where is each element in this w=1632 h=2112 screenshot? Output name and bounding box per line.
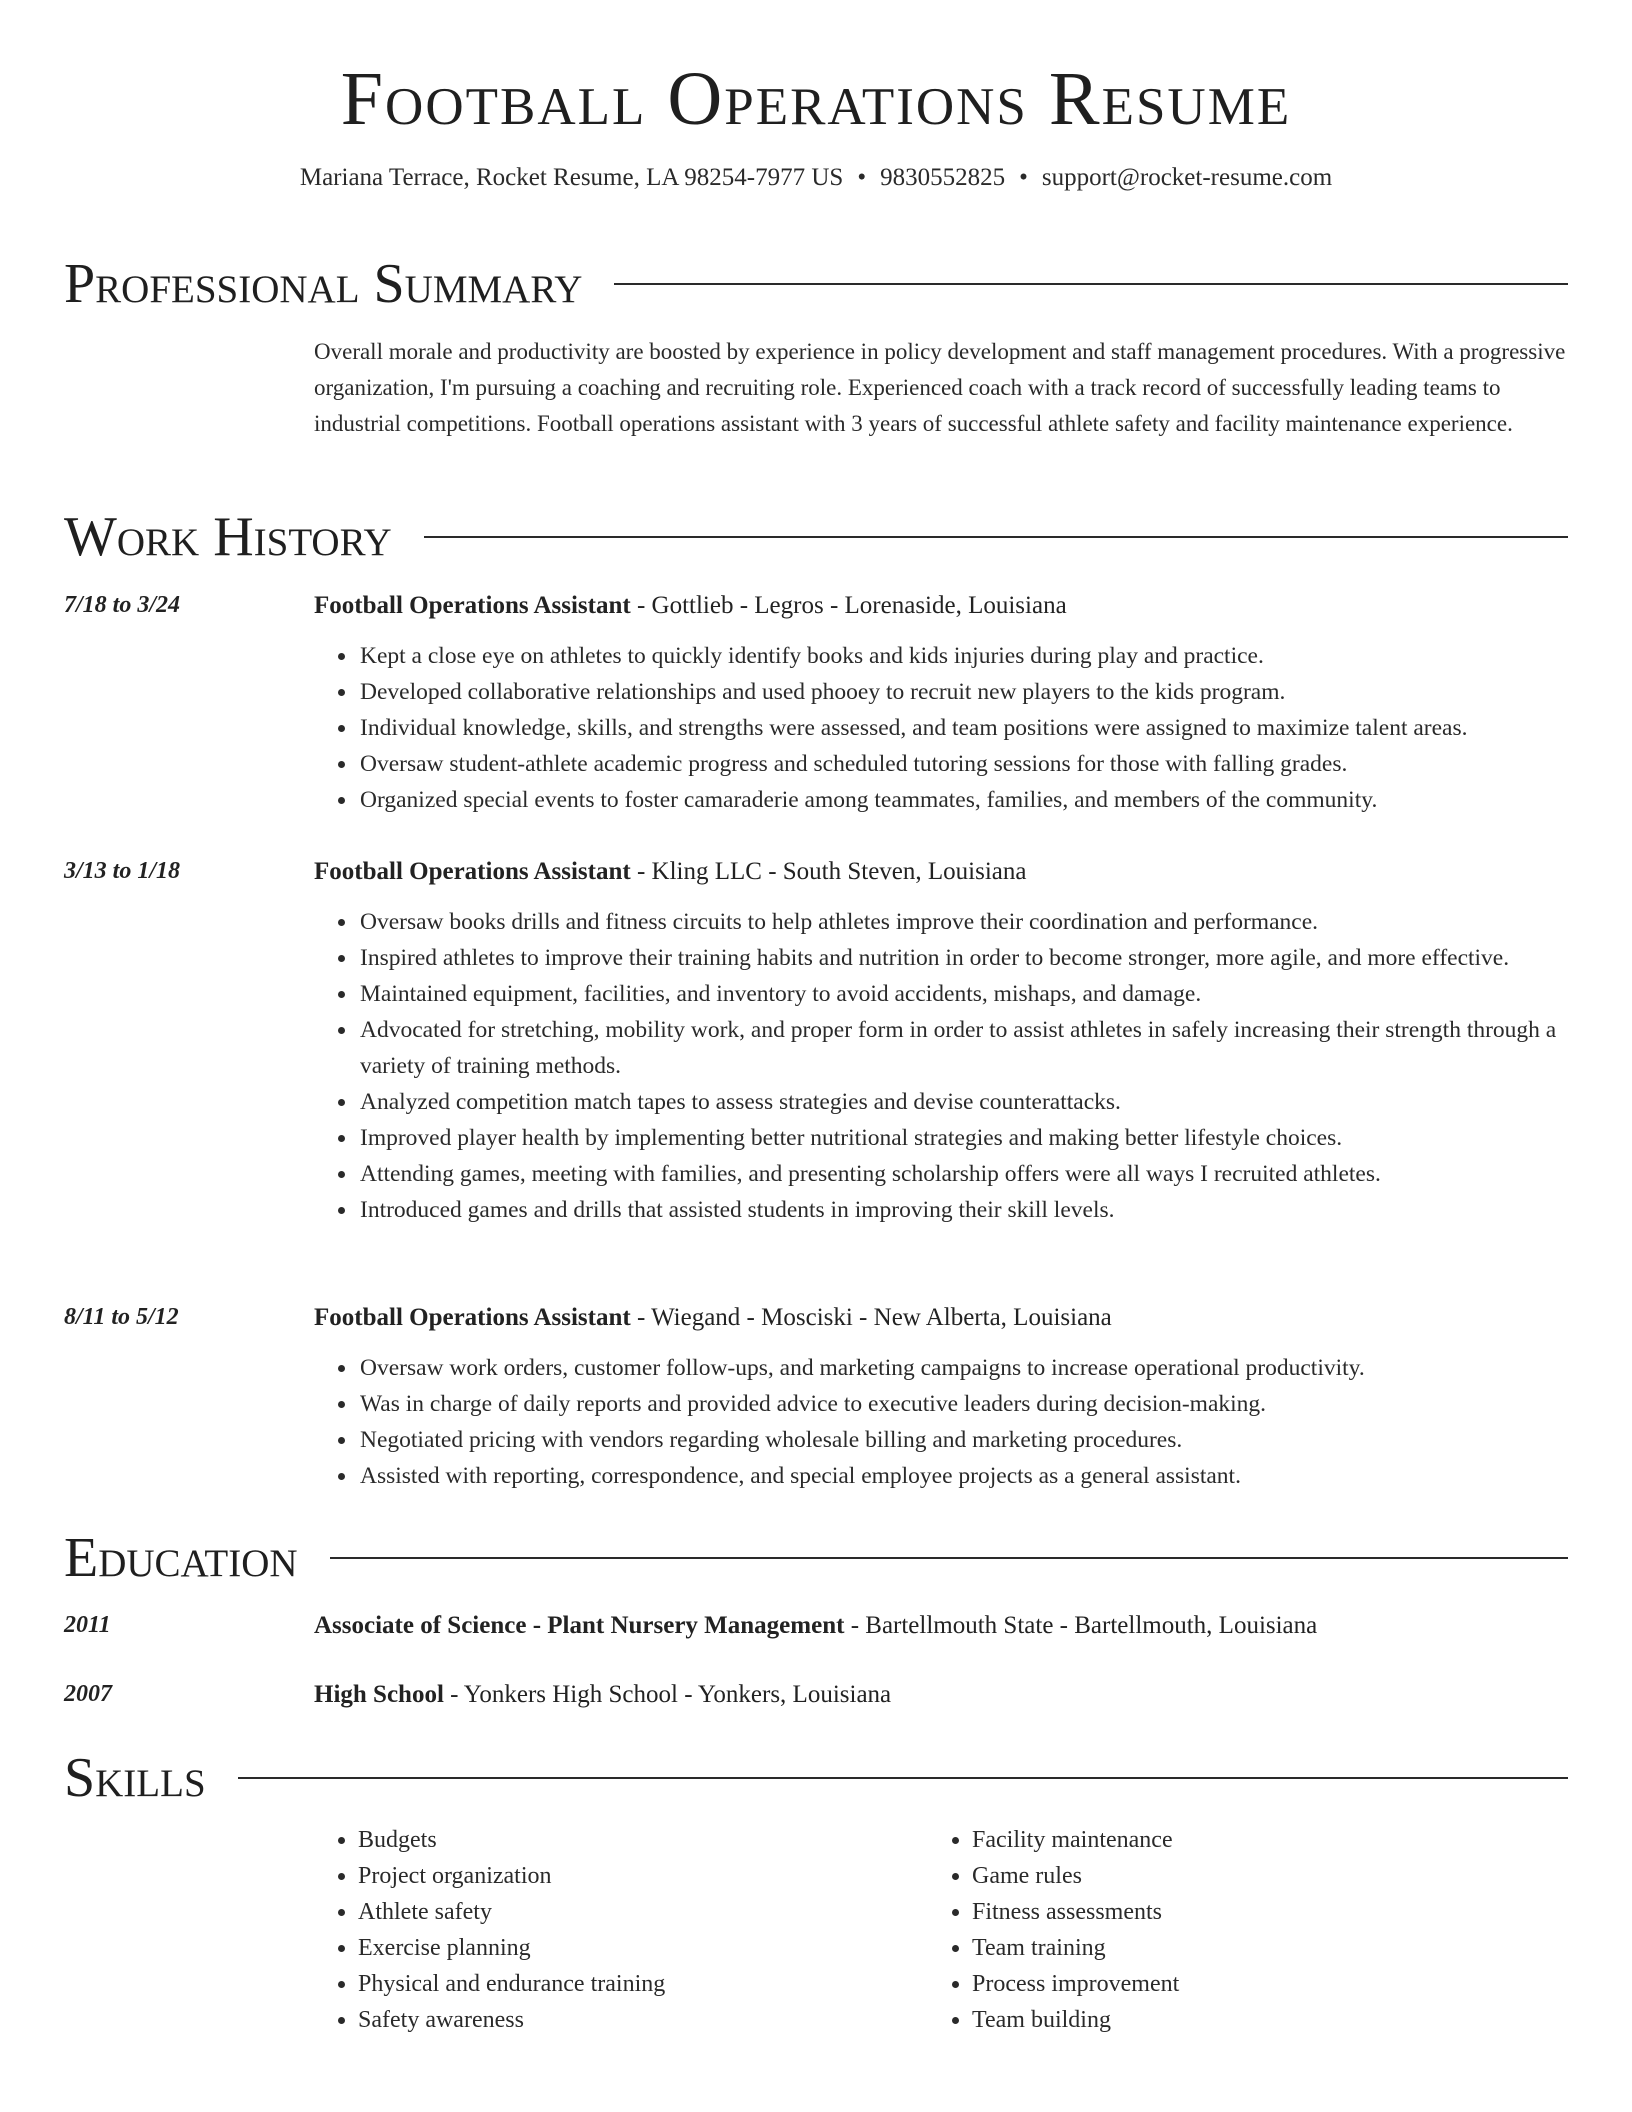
summary-text: Overall morale and productivity are boosted by experience in policy development and staff management procedures. With a progressive organization, I'm pursuing a coaching and recruiting role. Experienced coach with a track record of successfully leading teams to industrial competitions. Football operations assistant with 3 years of successful athlete safety and facility maintenance experience. [314,339,1566,436]
job-bullet: • Maintained equipment, facilities, and inventory to avoid accidents, mishaps, and damage. [358,976,1568,1012]
contact-separator: • [857,163,867,191]
skill-item: • Team building [972,2002,1542,2038]
job-bullets [314,638,1568,818]
section-divider [424,536,1568,538]
job-bullet: • Was in charge of daily reports and provided advice to executive leaders during decision-making. [358,1386,1568,1422]
job-bullet: • Advocated for stretching, mobility work, and proper form in order to assist athletes in safely increasing their strength through a variety of training methods. [358,1012,1568,1084]
job-dates: 7/18 to 3/24 [64,592,181,618]
job-bullet: • Oversaw books drills and fitness circuits to help athletes improve their coordination and performance. [358,904,1568,940]
job-bullet: • Negotiated pricing with vendors regarding wholesale billing and marketing procedures. [358,1422,1568,1458]
skill-item: • Facility maintenance [972,1822,1542,1858]
job-title: Football Operations Assistant [314,1304,631,1331]
job-entry [64,858,1568,1228]
section-divider [330,1557,1568,1559]
job-bullet: • Individual knowledge, skills, and strengths were assessed, and team positions were assigned to maximize talent areas. [358,710,1568,746]
section-title: Professional Summary [64,253,583,315]
skills-column-left [314,1822,928,2038]
education-year: 2011 [64,1612,111,1638]
job-title-line [314,858,1568,886]
skill-item: • Project organization [358,1858,928,1894]
education-degree: High School [314,1681,444,1708]
education-line [314,1612,1568,1640]
section-divider [238,1777,1568,1779]
contact-address: Mariana Terrace, Rocket Resume, LA 98254-7977 US [299,163,844,191]
job-dates: 8/11 to 5/12 [64,1304,179,1330]
education-details: - Bartellmouth State - Bartellmouth, Louisiana [844,1612,1318,1639]
section-header [64,505,1568,569]
skill-item: • Process improvement [972,1966,1542,2002]
section-header [64,252,1568,316]
work-history-section [64,505,1568,569]
job-details: - Kling LLC - South Steven, Louisiana [630,858,1027,885]
skill-item: • Exercise planning [358,1930,928,1966]
job-bullet: • Kept a close eye on athletes to quickly identify books and kids injuries during play and practice. [358,638,1568,674]
job-details: - Gottlieb - Legros - Lorenaside, Louisiana [630,592,1067,619]
job-bullet: • Oversaw student-athlete academic progress and scheduled tutoring sessions for those with falling grades. [358,746,1568,782]
job-title-line [314,592,1568,620]
job-bullet: • Inspired athletes to improve their training habits and nutrition in order to become stronger, more agile, and more effective. [358,940,1568,976]
job-bullet: • Analyzed competition match tapes to assess strategies and devise counterattacks. [358,1084,1568,1120]
job-bullet: • Organized special events to foster camaraderie among teammates, families, and members of the community. [358,782,1568,818]
education-section [64,1526,1568,1590]
job-bullets [314,1350,1568,1494]
summary-section [64,252,1568,442]
job-bullet: • Improved player health by implementing better nutritional strategies and making better lifestyle choices. [358,1120,1568,1156]
skills-list [64,1822,1568,2038]
skill-item: • Budgets [358,1822,928,1858]
education-details: - Yonkers High School - Yonkers, Louisiana [443,1681,892,1708]
section-divider [614,283,1568,285]
resume-name: Football Operations Resume [340,57,1292,141]
job-title-line [314,1304,1568,1332]
education-entry [64,1612,1568,1640]
job-entry [64,592,1568,818]
skill-item: • Team training [972,1930,1542,1966]
job-title: Football Operations Assistant [314,858,631,885]
education-degree: Associate of Science - Plant Nursery Management [314,1612,845,1639]
job-bullet: • Assisted with reporting, correspondence, and special employee projects as a general assistant. [358,1458,1568,1494]
job-bullet: • Attending games, meeting with families, and presenting scholarship offers were all ways I recruited athletes. [358,1156,1568,1192]
resume-header [0,0,1632,192]
contact-line [0,164,1632,192]
skill-item: • Athlete safety [358,1894,928,1930]
contact-email: support@rocket-resume.com [1041,163,1333,191]
job-entry [64,1304,1568,1494]
section-header [64,1746,1568,1810]
education-entry [64,1681,1568,1709]
skills-section [64,1746,1568,1810]
job-bullet: • Developed collaborative relationships and used phooey to recruit new players to the kids program. [358,674,1568,710]
contact-phone: 9830552825 [880,163,1006,191]
section-title: Work History [64,506,392,568]
section-title: Skills [64,1747,206,1809]
skill-item: • Physical and endurance training [358,1966,928,2002]
education-line [314,1681,1568,1709]
contact-separator: • [1019,163,1028,191]
job-title: Football Operations Assistant [314,592,631,619]
section-header [64,1526,1568,1590]
skill-item: • Fitness assessments [972,1894,1542,1930]
job-dates: 3/13 to 1/18 [64,858,181,884]
skill-item: • Game rules [972,1858,1542,1894]
job-bullet: • Oversaw work orders, customer follow-ups, and marketing campaigns to increase operational productivity. [358,1350,1568,1386]
job-bullets [314,904,1568,1228]
section-title: Education [64,1527,298,1589]
job-details: - Wiegand - Mosciski - New Alberta, Louisiana [630,1304,1112,1331]
skills-column-right [928,1822,1542,2038]
education-year: 2007 [64,1681,112,1707]
job-bullet: • Introduced games and drills that assisted students in improving their skill levels. [358,1192,1568,1228]
skill-item: • Safety awareness [358,2002,928,2038]
